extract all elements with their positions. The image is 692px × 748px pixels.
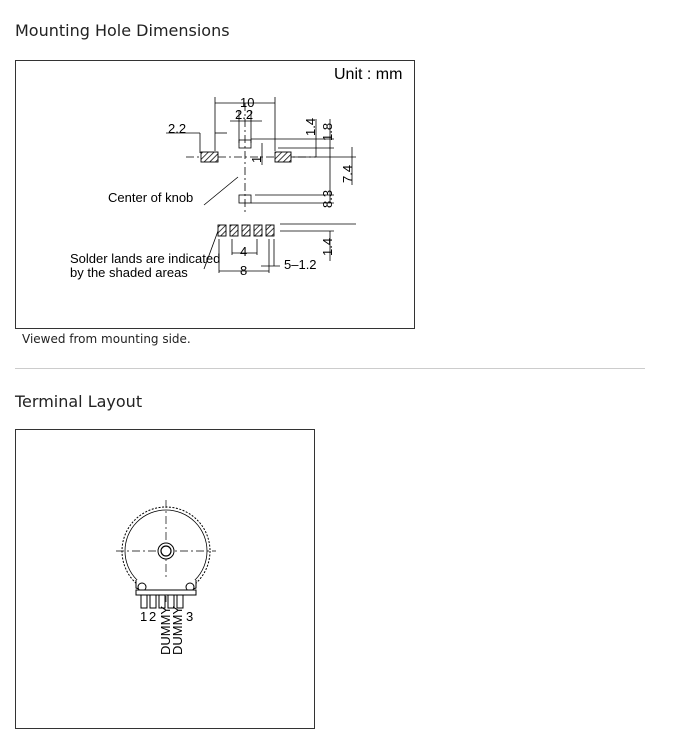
dim-1-4-top: 1.4 — [303, 117, 318, 136]
dim-2-2-top: 2.2 — [235, 107, 254, 122]
dim-pads: 5–1.2 — [284, 257, 317, 272]
pin-2-label: 2 — [149, 609, 157, 624]
mounting-hole-diagram — [15, 60, 415, 329]
dim-1-8: 1.8 — [320, 122, 335, 141]
unit-label: Unit : mm — [334, 66, 403, 83]
terminal-layout-title: Terminal Layout — [15, 392, 143, 411]
solder-note-line1: Solder lands are indicated — [70, 251, 221, 266]
dummy-left-label: DUMMY — [158, 605, 173, 655]
mounting-hole-title: Mounting Hole Dimensions — [15, 21, 230, 40]
dim-8: 8 — [240, 263, 248, 278]
mounting-hole-drawing — [16, 61, 416, 330]
dim-7-4: 7.4 — [340, 164, 355, 183]
solder-note-line2: by the shaded areas — [70, 265, 188, 280]
dim-2-2-left: 2.2 — [168, 121, 187, 136]
dim-1-4-bottom: 1.4 — [320, 237, 335, 256]
dim-4: 4 — [240, 244, 248, 259]
terminal-drawing — [16, 430, 316, 730]
dim-8-3: 8.3 — [320, 189, 335, 208]
dummy-right-label: DUMMY — [170, 605, 185, 655]
terminal-layout-diagram — [15, 429, 315, 729]
center-of-knob-label: Center of knob — [108, 190, 194, 205]
viewed-caption: Viewed from mounting side. — [22, 332, 191, 346]
dim-10: 10 — [240, 95, 255, 110]
pin-3-label: 3 — [186, 609, 194, 624]
dim-1: 1 — [249, 155, 264, 163]
pin-1-label: 1 — [140, 609, 148, 624]
section-divider — [15, 368, 645, 369]
